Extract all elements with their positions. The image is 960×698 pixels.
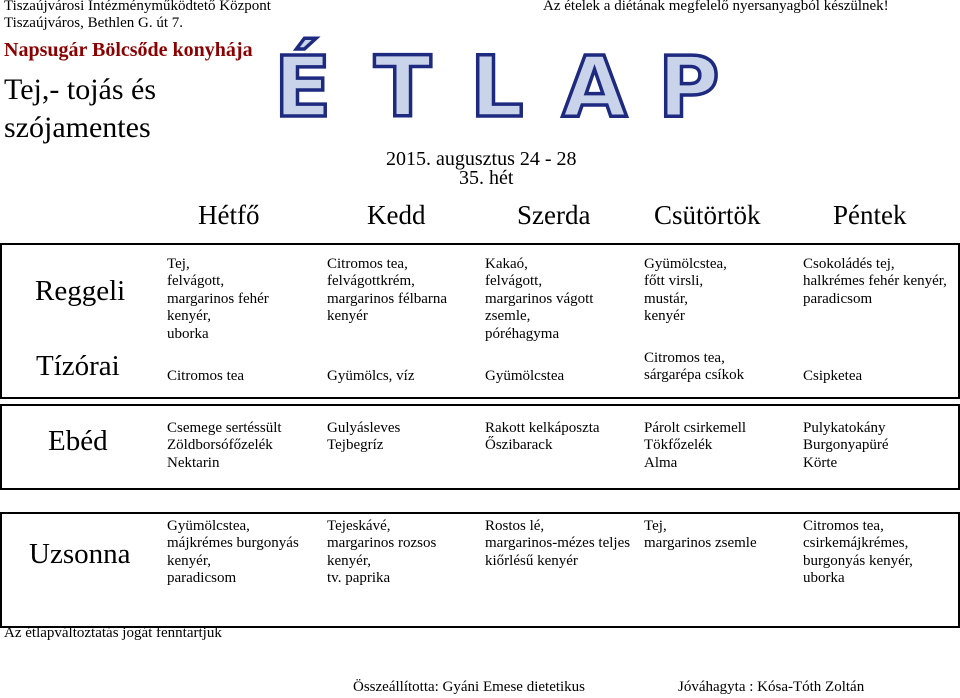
kitchen-name: Napsugár Bölcsőde konyhája: [4, 39, 253, 61]
lunch-friday: Pulykatokány Burgonyapüré Körte: [803, 420, 889, 471]
meal-label-afternoon-snack: Uzsonna: [29, 538, 131, 570]
meal-label-morning-snack: Tízórai: [36, 350, 120, 382]
etlap-letter: L: [470, 38, 524, 126]
week-number: 35. hét: [459, 167, 514, 189]
etlap-letter: P: [658, 38, 720, 126]
breakfast-friday: Csokoládés tej, halkrémes fehér kenyér, paradicsom: [803, 256, 947, 307]
lunch-monday: Csemege sertéssült Zöldborsófőzelék Nektarin: [167, 420, 282, 471]
breakfast-wednesday: Kakaó, felvágott, margarinos vágott zsemle, póréhagyma: [485, 256, 594, 342]
diet-notice: Az ételek a diétának megfelelő nyersanyagból készülnek!: [543, 0, 889, 14]
morning-snack-friday: Csipketea: [803, 368, 863, 384]
day-wednesday: Szerda: [517, 200, 591, 230]
morning-snack-tuesday: Gyümölcs, víz: [327, 368, 415, 384]
breakfast-thursday: Gyümölcstea, főtt virsli, mustár, kenyér: [644, 256, 727, 325]
approved-by: Jóváhagyta : Kósa-Tóth Zoltán: [678, 679, 865, 695]
afternoon-snack-wednesday: Rostos lé, margarinos-mézes teljes kiőrlésű kenyér: [485, 518, 631, 569]
day-monday: Hétfő: [198, 200, 260, 230]
meal-label-breakfast: Reggeli: [35, 275, 126, 307]
compiled-by: Összeállította: Gyáni Emese dietetikus: [353, 679, 586, 695]
morning-snack-thursday: Citromos tea, sárgarépa csíkok: [644, 350, 745, 384]
lunch-thursday: Párolt csirkemell Tökfőzelék Alma: [644, 420, 747, 471]
morning-snack-wednesday: Gyümölcstea: [485, 368, 565, 384]
day-friday: Péntek: [833, 200, 907, 230]
org-address: Tiszaújváros, Bethlen G. út 7.: [4, 15, 184, 31]
afternoon-snack-friday: Citromos tea, csirkemájkrémes, burgonyás kenyér, uborka: [803, 518, 913, 587]
etlap-letter: É: [274, 38, 332, 126]
breakfast-monday: Tej, felvágott, margarinos fehér kenyér, uborka: [167, 256, 269, 342]
week-date-range: 2015. augusztus 24 - 28: [386, 148, 577, 170]
afternoon-snack-thursday: Tej, margarinos zsemle: [644, 518, 757, 552]
etlap-logo: [274, 36, 734, 126]
lunch-wednesday: Rakott kelkáposzta Őszibarack: [485, 420, 600, 454]
etlap-letter: T: [374, 38, 432, 126]
etlap-letter: A: [562, 38, 628, 126]
breakfast-tuesday: Citromos tea, felvágottkrém, margarinos félbarna kenyér: [327, 256, 448, 325]
day-tuesday: Kedd: [367, 200, 426, 230]
morning-snack-monday: Citromos tea: [167, 368, 245, 384]
org-name: Tiszaújvárosi Intézményműködtető Központ: [4, 0, 271, 14]
afternoon-snack-tuesday: Tejeskávé, margarinos rozsos kenyér, tv. paprika: [327, 518, 437, 587]
menu-change-notice: Az étlapváltoztatás jogát fenntartjuk: [4, 625, 222, 641]
diet-title-line1: Tej,- tojás és: [4, 73, 157, 106]
meal-label-lunch: Ebéd: [48, 425, 108, 457]
afternoon-snack-monday: Gyümölcstea, májkrémes burgonyás kenyér, paradicsom: [167, 518, 299, 587]
lunch-tuesday: Gulyásleves Tejbegríz: [327, 420, 401, 454]
day-thursday: Csütörtök: [654, 200, 761, 230]
diet-title-line2: szójamentes: [4, 111, 151, 144]
